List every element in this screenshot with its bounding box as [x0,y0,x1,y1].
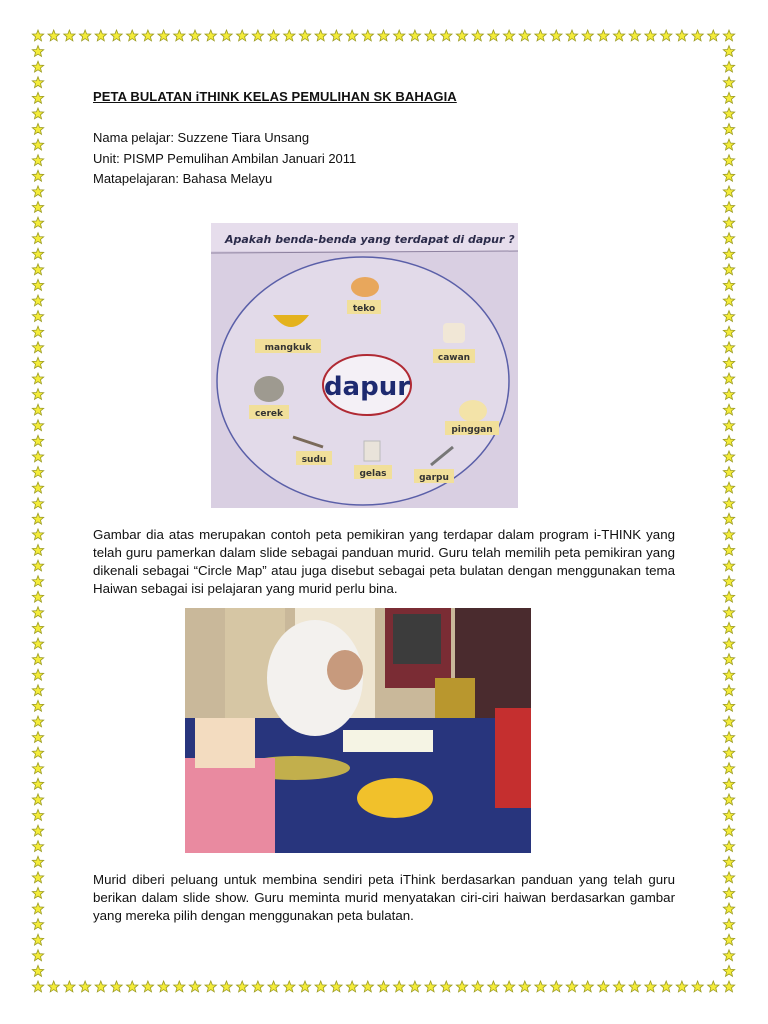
star-icon [32,981,43,992]
star-icon [32,170,43,181]
star-icon [205,30,217,41]
item-mangkuk: mangkuk [264,343,312,353]
star-icon [409,981,420,992]
star-icon [362,30,373,41]
star-icon [723,233,734,244]
star-icon [32,326,43,337]
star-icon [32,810,43,821]
star-icon [331,30,342,41]
star-icon [629,981,640,992]
star-icon [394,981,405,992]
star-icon [425,30,436,41]
star-icon [723,108,734,119]
paragraph-2: Murid diberi peluang untuk membina sendiri peta iThink berdasarkan panduan yang telah guru berikan dalam slide show. Guru meminta murid menyatakan ciri-ciri haiwan berdasarkan gambar yang mereka pilih dengan menggunakan peta bulatan. [93,872,675,923]
star-icon [32,825,43,836]
star-icon [425,981,436,992]
item-pinggan: pinggan [451,425,493,435]
star-icon [32,217,43,228]
star-icon [723,716,734,727]
star-icon [645,981,656,992]
star-icon [32,732,43,743]
star-icon [723,607,734,618]
star-icon [708,30,719,41]
star-icon [32,903,43,914]
star-icon [503,981,514,992]
star-icon [111,981,122,992]
star-icon [645,30,656,41]
star-icon [32,888,43,899]
star-icon [723,92,734,103]
star-icon [723,186,734,197]
student-name: Nama pelajar: Suzzene Tiara Unsang [93,130,310,145]
star-icon [64,981,75,992]
star-icon [723,778,734,789]
star-icon [378,30,389,41]
star-icon [723,685,734,696]
item-cawan: cawan [437,353,471,363]
star-icon [268,981,279,992]
star-icon [723,30,734,41]
star-icon [32,342,43,353]
star-icon [32,965,43,976]
star-icon [723,46,734,57]
star-icon [32,373,43,384]
star-icon [32,30,43,41]
star-icon [174,30,185,41]
star-icon [32,264,43,275]
star-icon [723,545,734,556]
star-icon [378,981,389,992]
star-icon [299,30,310,41]
star-icon [456,981,467,992]
star-icon [488,30,499,41]
star-icon [723,669,734,680]
star-icon [32,467,43,478]
star-icon [284,981,295,992]
star-icon [362,981,373,992]
star-icon [95,30,106,41]
star-icon [676,981,687,992]
circle-map-photo [211,223,518,508]
star-icon [32,607,43,618]
star-icon [598,30,609,41]
star-icon [723,467,734,478]
star-icon [441,30,452,41]
star-icon [723,950,734,961]
star-icon [723,451,734,462]
star-icon [127,981,138,992]
star-icon [32,778,43,789]
star-icon [32,576,43,587]
star-icon [723,170,734,181]
star-icon [32,92,43,103]
star-icon [723,747,734,758]
star-icon [331,981,342,992]
star-icon [566,981,578,992]
star-icon [32,404,43,415]
star-icon [32,108,43,119]
star-icon [723,420,734,431]
star-icon [551,30,563,41]
star-icon [221,981,233,992]
star-icon [582,981,593,992]
star-icon [299,981,310,992]
star-icon [723,61,734,72]
star-icon [723,404,734,415]
star-icon [315,30,326,41]
star-icon [723,139,734,150]
star-icon [32,622,43,633]
star-icon [346,981,357,992]
star-icon [692,30,703,41]
star-icon [598,981,609,992]
star-icon [32,856,43,867]
star-icon [723,357,734,368]
star-icon [676,30,687,41]
star-icon [32,279,43,290]
star-icon [723,888,734,899]
star-icon [723,638,734,649]
star-icon [32,233,43,244]
star-icon [252,981,263,992]
star-icon [32,950,43,961]
star-icon [32,934,43,945]
star-icon [32,841,43,852]
star-icon [32,46,43,57]
star-icon [237,30,248,41]
star-icon [723,576,734,587]
star-icon [111,30,122,41]
star-icon [723,810,734,821]
star-icon [32,747,43,758]
star-icon [32,311,43,322]
star-icon [723,295,734,306]
star-icon [237,981,248,992]
circle-map-question: Apakah benda-benda yang terdapat di dapur ? [225,233,515,246]
star-icon [32,794,43,805]
star-icon [32,155,43,166]
star-icon [32,295,43,306]
star-icon [723,856,734,867]
star-icon [32,700,43,711]
star-icon [189,30,201,41]
star-icon [723,529,734,540]
item-gelas: gelas [359,469,387,479]
star-icon [661,30,672,41]
star-icon [441,981,452,992]
star-icon [205,981,217,992]
star-icon [723,389,734,400]
star-icon [142,30,153,41]
star-icon [79,981,90,992]
star-icon [723,124,734,135]
star-icon [158,981,169,992]
star-icon [189,981,201,992]
star-icon [95,981,106,992]
star-icon [32,872,43,883]
star-icon [32,435,43,446]
star-icon [613,981,624,992]
star-icon [613,30,624,41]
star-icon [723,513,734,524]
star-icon [692,981,703,992]
star-icon [723,794,734,805]
item-cerek: cerek [255,409,283,419]
unit-info: Unit: PISMP Pemulihan Ambilan Januari 2011 [93,151,357,166]
star-icon [723,763,734,774]
star-icon [535,30,547,41]
star-icon [456,30,467,41]
star-icon [723,872,734,883]
star-icon [32,202,43,213]
star-icon [32,654,43,665]
star-icon [32,420,43,431]
star-icon [32,560,43,571]
star-icon [723,217,734,228]
star-icon [48,30,59,41]
star-icon [723,560,734,571]
star-icon [315,981,326,992]
star-icon [519,30,530,41]
star-icon [723,311,734,322]
star-icon [723,654,734,665]
star-icon [346,30,357,41]
star-icon [723,279,734,290]
page-title: PETA BULATAN iTHINK KELAS PEMULIHAN SK BAHAGIA [93,89,457,104]
star-icon [32,61,43,72]
star-icon [32,763,43,774]
star-icon [723,622,734,633]
star-icon [723,732,734,743]
subject-info: Matapelajaran: Bahasa Melayu [93,171,273,186]
star-icon [221,30,233,41]
star-icon [723,981,734,992]
star-icon [723,326,734,337]
star-icon [723,965,734,976]
star-icon [32,638,43,649]
star-icon [32,451,43,462]
item-sudu: sudu [301,455,327,465]
star-icon [32,669,43,680]
star-icon [566,30,578,41]
classroom-photo [185,608,531,853]
star-icon [32,513,43,524]
star-icon [64,30,75,41]
star-icon [723,591,734,602]
star-icon [32,545,43,556]
circle-map-center: dapur [323,372,411,402]
star-icon [723,825,734,836]
star-icon [127,30,138,41]
star-icon [723,373,734,384]
star-icon [32,919,43,930]
star-icon [32,716,43,727]
star-icon [551,981,563,992]
star-icon [519,981,530,992]
star-icon [535,981,547,992]
star-icon [48,981,59,992]
star-icon [723,700,734,711]
star-icon [723,903,734,914]
star-icon [723,342,734,353]
star-icon [723,155,734,166]
star-icon [723,841,734,852]
star-icon [708,981,719,992]
star-icon [723,202,734,213]
star-icon [503,30,514,41]
star-icon [32,685,43,696]
star-icon [142,981,153,992]
star-icon [661,981,672,992]
star-icon [723,482,734,493]
star-icon [723,264,734,275]
star-icon [582,30,593,41]
star-icon [32,124,43,135]
star-icon [723,248,734,259]
star-icon [284,30,295,41]
star-icon [32,482,43,493]
star-icon [32,248,43,259]
star-icon [394,30,405,41]
star-icon [723,934,734,945]
star-icon [32,389,43,400]
star-icon [32,186,43,197]
star-icon [32,139,43,150]
star-icon [472,981,483,992]
star-icon [32,357,43,368]
item-garpu: garpu [419,473,449,483]
star-icon [79,30,90,41]
item-teko: teko [352,304,376,314]
star-icon [174,981,185,992]
star-icon [472,30,483,41]
star-icon [723,435,734,446]
star-icon [488,981,499,992]
star-icon [252,30,263,41]
star-icon [723,498,734,509]
paragraph-1: Gambar dia atas merupakan contoh peta pemikiran yang terdapar dalam program i-THINK yang telah guru pamerkan dalam slide sebagai panduan murid. Guru telah memilih peta pemikiran yang dikenali sebagai “Circle Map” atau juga disebut sebagai peta bulatan dengan menggunakan tema Haiwan sebagai isi pelajaran yang murid perlu bina. [93,527,675,596]
star-icon [629,30,640,41]
star-icon [723,77,734,88]
star-icon [32,77,43,88]
star-icon [158,30,169,41]
star-icon [32,498,43,509]
star-icon [409,30,420,41]
star-icon [268,30,279,41]
star-icon [32,591,43,602]
star-icon [32,529,43,540]
star-icon [723,919,734,930]
